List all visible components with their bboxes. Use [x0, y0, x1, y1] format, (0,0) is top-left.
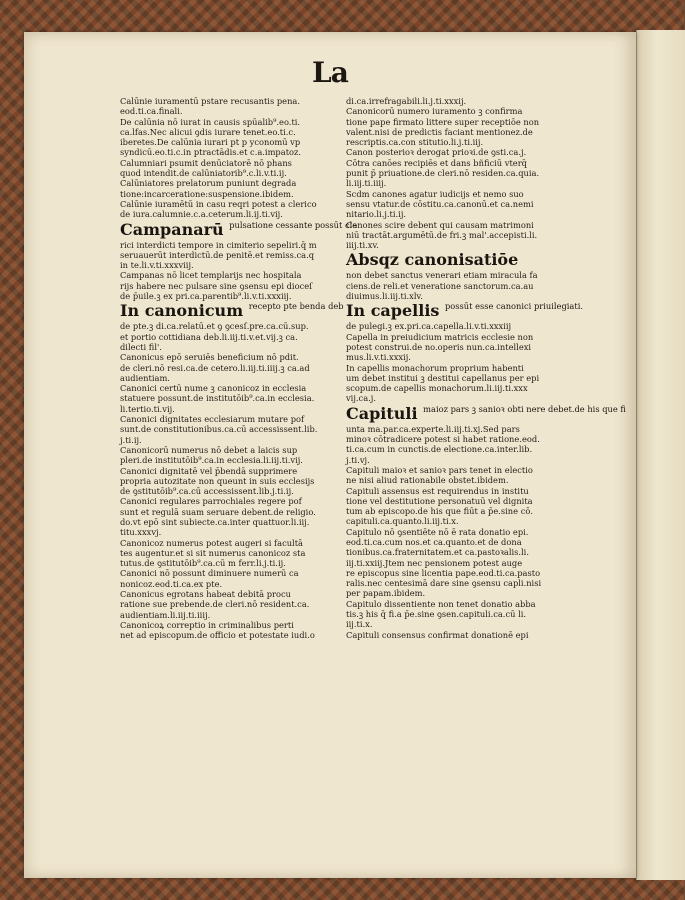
- text-line: ne nisi aliud rationabile obstet.ibidem.: [346, 475, 509, 486]
- text-line: Canonici regulares parrochiales regere pof: [120, 496, 302, 507]
- text-line: Canonicus egrotans habeat debitā procu: [120, 589, 292, 600]
- text-line: per papam.ibidem.: [346, 588, 426, 599]
- entry-heading: [346, 250, 574, 270]
- text-line: de iura.calumnie.c.a.ceterum.li.ij.ti.vij.: [120, 209, 283, 220]
- text-line: di.ca.irrefragabili.li.j.ti.xxxij.: [346, 96, 467, 106]
- text-line: audientiam.: [120, 372, 170, 383]
- heading-continuation: possūt esse canonici priuilegiati.: [444, 301, 583, 312]
- text-line: j.ti.vj.: [346, 454, 370, 465]
- text-line: niū tractāt.argumētū.de fri.ꝫ mal'.accepisti.li.: [346, 229, 538, 240]
- text-line: syndicū.eo.ti.c.in ptractādis.et c.a.impatoz.: [120, 147, 302, 158]
- text-line: Calūniatores prelatorum puniunt degrada: [120, 178, 297, 189]
- text-line: Cōtra canōes recipiēs et dans bñficiū vterq̄: [346, 157, 527, 168]
- text-line: tione vel destitutione personatuū vel dignita: [346, 495, 533, 506]
- text-line: ratione sue prebende.de cleri.nō resident.ca.: [120, 599, 310, 610]
- text-line: Capituli consensus confirmat donationē epi: [346, 629, 529, 640]
- text-line: Campanas nō licet templarijs nec hospitala: [120, 270, 302, 281]
- text-line: titu.xxxvj.: [120, 527, 162, 538]
- text-line: de pte.ꝫ di.ca.relatū.et ꝯ ꝯcesſ.pre.ca.cū.sup.: [120, 321, 309, 332]
- text-line: Canonicorū numero iuramento ꝫ confirma: [346, 106, 523, 117]
- text-line: de p̄uile.ꝫ ex pri.ca.parentib⁹.li.v.ti.xxxiij.: [120, 291, 292, 302]
- text-line: De calūnia nō iurat in causis spūalib⁹.eo.ti.: [120, 116, 301, 127]
- text-line: iij.ti.xxiij.Jtem nec pensionem potest auge: [346, 557, 523, 568]
- heading-word: In capellis: [346, 301, 440, 321]
- text-line: Canon posterioꝛ derogat prioꝛi.de ꝯsti.ca.j.: [346, 147, 527, 158]
- text-line: do.vt epō sint subiecte.ca.inter quattuor.li.iij.: [120, 516, 310, 527]
- text-line: Canonicorū numerus nō debet a laicis sup: [120, 444, 298, 455]
- text-line: ralis.nec centesimā dare sine ꝯsensu capli.nisi: [346, 578, 542, 589]
- text-line: rijs habere nec pulsare sine ꝯsensu epi dioceſ: [120, 280, 313, 291]
- text-line: pleri.de institutōib⁹.ca.in ecclesia.li.iij.ti.vij.: [120, 455, 303, 466]
- text-line: rici interdicti tempore in cimiterio sepeliri.q̄ m: [120, 239, 317, 250]
- text-line: rescriptis.ca.con stitutio.li.j.ti.iij.: [346, 137, 484, 148]
- text-line: sensu vtatur.de cōstitu.ca.canonū.et ca.nemi: [346, 198, 534, 209]
- text-line: tione:incarceratione:suspensione.ibidem.: [120, 188, 294, 199]
- text-line: Capella in preiudicium matricis ecclesie non: [346, 331, 534, 342]
- text-line: minoꝛ cōtradicere potest si habet ratione.eod.: [346, 434, 540, 445]
- text-line: nonicoz.eod.ti.ca.ex pte.: [120, 578, 223, 589]
- heading-word: Campanarū: [120, 219, 224, 239]
- text-line: Canonicoꝝ correptio in criminalibus perti: [120, 619, 294, 630]
- text-line: mus.li.v.ti.xxxij.: [346, 352, 411, 363]
- text-line: li.iij.ti.iiij.: [346, 178, 387, 189]
- text-line: punit p̄ priuatione.de cleri.nō residen.ca.quia.: [346, 168, 540, 179]
- text-line: propria autozitate non queunt in suis ecclesijs: [120, 475, 315, 486]
- text-line: iberetes.De calūnia iurari pt p yconomū vp: [120, 137, 301, 148]
- text-line: sunt et regulā suam seruare debent.de religio.: [120, 506, 316, 517]
- text-line: in te.li.v.ti.xxxviij.: [120, 260, 194, 271]
- text-line: non debet sanctus venerari etiam miracula fa: [346, 270, 538, 281]
- text-line: scopum.de capellis monachorum.li.iij.ti.xxx: [346, 383, 528, 394]
- text-line: ciens.de reli.et veneratione sanctorum.ca.au: [346, 280, 534, 291]
- text-line: Canonici nō possunt diminuere numerū ca: [120, 568, 299, 579]
- text-line: j.ti.ij.: [120, 434, 142, 445]
- entry-heading: [120, 301, 348, 321]
- text-line: iiij.ti.xv.: [346, 240, 379, 251]
- heading-word: Capituli: [346, 403, 418, 423]
- text-line: unta ma.par.ca.experte.li.iij.ti.xj.Sed pars: [346, 423, 520, 434]
- text-line: de ꝯstitutōib⁹.ca.cū accessissent.lib.j.ti.ij.: [120, 486, 294, 497]
- entry-heading: [346, 301, 583, 321]
- running-head: La: [312, 56, 348, 89]
- text-line: nitario.li.j.ti.ij.: [346, 209, 407, 220]
- text-line: Canonicus epō seruiēs beneficium nō pdit.: [120, 352, 299, 363]
- text-line: ca.lfas.Nec alicui ꝯdis iurare tenet.eo.ti.c.: [120, 126, 296, 137]
- text-line: quod intendit.de calūniatorib⁹.c.li.v.ti.ij.: [120, 168, 287, 179]
- text-line: eod.ti.ca.cum nos.et ca.quanto.et de dona: [346, 536, 522, 547]
- heading-word: In canonicum: [120, 301, 244, 321]
- text-line: Canonicoz numerus potest augeri si facultā: [120, 537, 303, 548]
- text-line: um debet institui ꝫ destitui capellanus per epi: [346, 372, 540, 383]
- text-line: de pulegi.ꝫ ex.pri.ca.capella.li.v.ti.xxxiij: [346, 321, 512, 332]
- text-line: tis.ꝫ his q̄ fi.a p̄e.sine ꝯsen.capituli.ca.cū li.: [346, 609, 527, 620]
- entry-heading: [120, 219, 358, 240]
- text-line: tum ab episcopo.de his que fiūt a p̄e.sine cō.: [346, 506, 533, 517]
- text-line: Capitulo nō ꝯsentiēte nō ē rata donatio epi.: [346, 526, 529, 537]
- text-line: Capituli assensus est requirendus in institu: [346, 485, 529, 496]
- right-text-column: [346, 96, 626, 640]
- text-line: audientiam.li.iij.ti.iiij.: [120, 609, 211, 620]
- heading-continuation: pulsatione cessante possūt cle: [229, 219, 358, 230]
- entry-heading: [346, 403, 626, 424]
- text-line: Scdm canones agatur iudicijs et nemo suo: [346, 188, 524, 199]
- text-line: Canones scire debent qui causam matrimoni: [346, 219, 534, 230]
- text-line: Calūnie iuramentū pstare recusantis pena.: [120, 96, 300, 106]
- heading-continuation: maioz pars ꝫ sanioꝛ obti nere debet.de his que fi: [423, 403, 626, 414]
- text-line: vij.ca.j.: [346, 393, 376, 404]
- text-line: de cleri.nō resi.ca.de cetero.li.iij.ti.iiij.ꝫ ca.ad: [120, 362, 310, 373]
- text-line: Canonici certū nume ꝫ canonicoz in ecclesia: [120, 383, 307, 394]
- text-line: statuere possunt.de institutōib⁹.ca.in ecclesia.: [120, 393, 315, 404]
- text-line: li.tertio.ti.vij.: [120, 403, 175, 414]
- text-line: eod.ti.ca.finali.: [120, 106, 183, 117]
- text-line: tes augentur.et si sit numerus canonicoz sta: [120, 547, 306, 558]
- text-line: Calumniari psumit denūciatorē nō phans: [120, 157, 292, 168]
- text-line: diuimus.li.iij.ti.xlv.: [346, 291, 423, 302]
- text-line: valent.nisi de predictis faciant mentionez.de: [346, 126, 533, 137]
- heading-continuation: recepto pte benda deb: [248, 301, 344, 312]
- text-line: Capituli maioꝛ et sanioꝛ pars tenet in electio: [346, 464, 533, 475]
- text-line: et portio cottidiana deb.li.iij.ti.v.et.vij.ꝫ ca.: [120, 331, 298, 342]
- text-line: sunt.de constitutionibus.ca.cū accessissent.lib.: [120, 424, 318, 435]
- text-line: tione pape firmato littere super receptiōe non: [346, 116, 540, 127]
- text-line: iij.ti.x.: [346, 619, 373, 630]
- text-line: re episcopus sine licentia pape.eod.ti.ca.pasto: [346, 567, 541, 578]
- text-line: net ad episcopum.de officio et potestate iudi.o: [120, 630, 315, 641]
- text-line: Canonici dignitates ecclesiarum mutare pof: [120, 414, 305, 425]
- text-line: tutus.de ꝯstitutōib⁹.ca.cū m ferr.li.j.ti.ij.: [120, 558, 286, 569]
- heading-word: Absqz canonisatiōe: [346, 250, 519, 270]
- text-line: potest construi.de no.operis nun.ca.intellexi: [346, 341, 532, 352]
- text-line: Capitulo dissentiente non tenet donatio abba: [346, 598, 536, 609]
- text-line: Calūnie iuramētū in casu reqri potest a clerico: [120, 198, 317, 209]
- text-line: Canonici dignitatē vel p̄bendā supprimere: [120, 465, 298, 476]
- text-line: seruauerūt interdictū.de penitē.et remiss.ca.q: [120, 249, 315, 260]
- facing-page-edge: [636, 30, 685, 880]
- text-line: tionibus.ca.fraternitatem.et ca.pastoꝛalis.li.: [346, 547, 529, 558]
- text-line: In capellis monachorum proprium habenti: [346, 362, 524, 373]
- text-line: ti.ca.cum in cunctis.de electione.ca.inter.lib.: [346, 444, 533, 455]
- text-line: dilecti fil'.: [120, 341, 162, 352]
- text-line: capituli.ca.quanto.li.iij.ti.x.: [346, 516, 459, 527]
